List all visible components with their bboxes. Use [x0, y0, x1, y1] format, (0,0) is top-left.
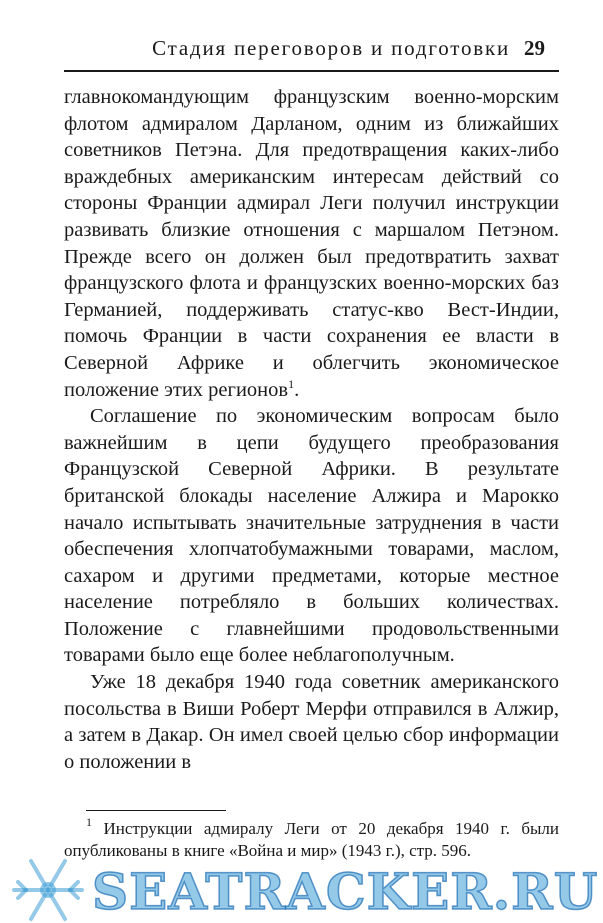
running-title: Стадия переговоров и подготовки — [152, 36, 510, 60]
page-number: 29 — [524, 36, 545, 60]
footnote-text: Инструкции адмиралу Леги от 20 декабря 1940 г. были опубликованы в книге «Война и мир» (1943 г.), стр. 596. — [64, 819, 559, 860]
paragraph-2: Соглашение по экономическим вопросам было важнейшим в цепи будущего преобразования Французской Северной Африки. В результате британской блокады население Алжира и Марокко начало испытывать значительные затруднения в части обеспечения хлопчатобумажными товарами, маслом, сахаром и другими предметами, которые местное население потребляло в больших количествах. Положение с главнейшими продовольственными товарами было еще более неблагополучным. — [64, 405, 559, 667]
footnote-rule — [86, 810, 226, 811]
header-rule — [64, 70, 559, 72]
paragraph-1-text: главнокомандующим французским военно-морским флотом адмиралом Дарланом, одним из ближайших советников Петэна. Для предотвращения каких-либо враждебных американским интересам действий со стороны Франции адмирал Леги получил инструкции развивать близкие отношения с маршалом Петэном. Прежде всего он должен был предотвратить захват французского флота и французских военно-морских баз Германией, поддерживать статус-кво Вест-Индии, помочь Франции в части сохранения ее власти в Северной Африке и облегчить экономическое положение этих регионов — [64, 86, 559, 401]
paragraph-3: Уже 18 декабря 1940 года советник американского посольства в Виши Роберт Мерфи отправился в Алжир, а затем в Дакар. Он имел своей целью сбор информации о положении в — [64, 671, 559, 773]
footnote-reference[interactable]: 1 — [288, 376, 295, 391]
paragraph-1 — [64, 84, 559, 403]
body-text — [64, 84, 559, 775]
footnote-marker: 1 — [86, 815, 92, 829]
snowflake-icon — [14, 861, 82, 919]
running-header — [75, 36, 545, 61]
watermark-text: SEATRACKER.RU — [92, 862, 599, 921]
paragraph-1-end: . — [294, 378, 300, 401]
